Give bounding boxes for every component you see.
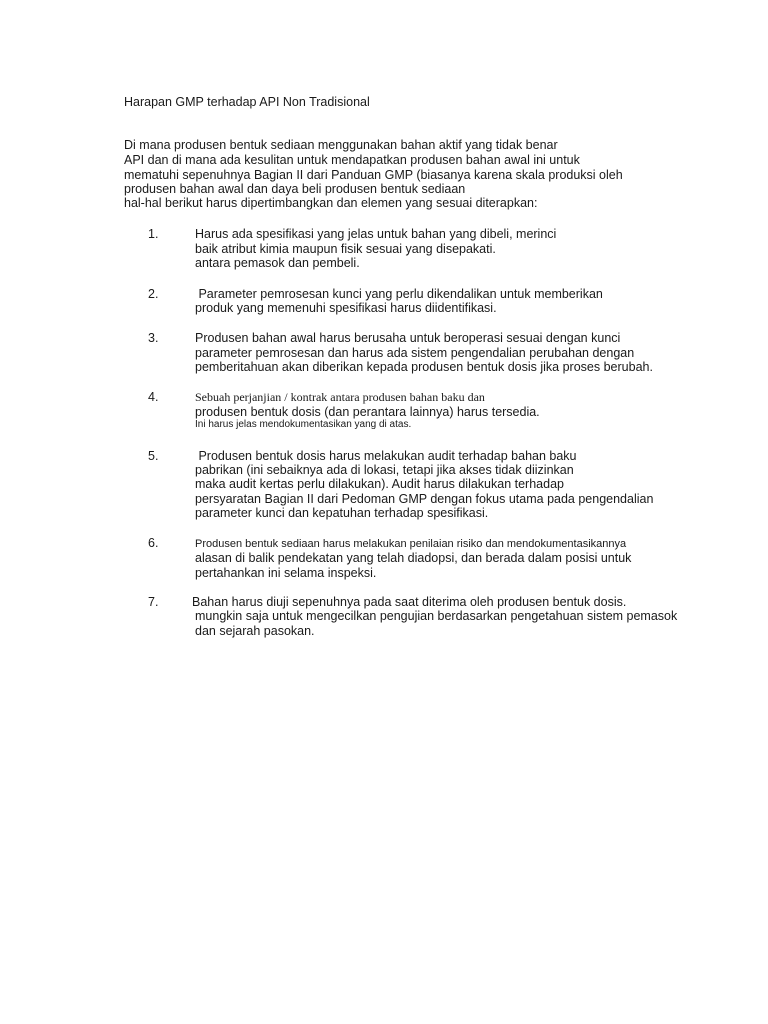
document-title: Harapan GMP terhadap API Non Tradisional (124, 95, 370, 109)
list-item-line: produk yang memenuhi spesifikasi harus diidentifikasi. (195, 301, 497, 315)
list-item-line: parameter pemrosesan dan harus ada sistem pengendalian perubahan dengan (195, 346, 635, 360)
list-item-line: Ini harus jelas mendokumentasikan yang di atas. (195, 419, 412, 430)
list-item-number: 3. (148, 331, 159, 345)
list-item-line: baik atribut kimia maupun fisik sesuai yang disepakati. (195, 242, 496, 256)
list-item-line: produsen bentuk dosis (dan perantara lainnya) harus tersedia. (195, 405, 540, 419)
list-item-line: alasan di balik pendekatan yang telah diadopsi, dan berada dalam posisi untuk (195, 551, 632, 565)
list-item-line: antara pemasok dan pembeli. (195, 256, 360, 270)
list-item-number: 2. (148, 287, 159, 301)
list-item-line: pabrikan (ini sebaiknya ada di lokasi, tetapi jika akses tidak diizinkan (195, 463, 574, 477)
list-item-line: Produsen bentuk dosis harus melakukan audit terhadap bahan baku (195, 449, 577, 463)
list-item-line: Harus ada spesifikasi yang jelas untuk bahan yang dibeli, merinci (195, 227, 557, 241)
list-item-line: pertahankan ini selama inspeksi. (195, 566, 377, 580)
list-item-line: Bahan harus diuji sepenuhnya pada saat diterima oleh produsen bentuk dosis. (192, 595, 627, 609)
list-item-line: dan sejarah pasokan. (195, 624, 315, 638)
list-item-line: parameter kunci dan kepatuhan terhadap spesifikasi. (195, 506, 489, 520)
list-item-line: maka audit kertas perlu dilakukan). Audit harus dilakukan terhadap (195, 477, 564, 491)
list-item-line: mungkin saja untuk mengecilkan pengujian berdasarkan pengetahuan sistem pemasok (195, 609, 678, 623)
intro-line: hal-hal berikut harus dipertimbangkan dan elemen yang sesuai diterapkan: (124, 196, 538, 210)
list-item-line: Parameter pemrosesan kunci yang perlu dikendalikan untuk memberikan (195, 287, 603, 301)
list-item-number: 6. (148, 536, 159, 550)
list-item-line: Sebuah perjanjian / kontrak antara produsen bahan baku dan (195, 390, 485, 404)
intro-line: API dan di mana ada kesulitan untuk mendapatkan produsen bahan awal ini untuk (124, 153, 580, 167)
list-item-line: persyaratan Bagian II dari Pedoman GMP dengan fokus utama pada pengendalian (195, 492, 654, 506)
list-item-line: Produsen bentuk sediaan harus melakukan penilaian risiko dan mendokumentasikannya (195, 538, 627, 550)
list-item-line: Produsen bahan awal harus berusaha untuk beroperasi sesuai dengan kunci (195, 331, 621, 345)
list-item-number: 7. (148, 595, 159, 609)
list-item-number: 4. (148, 390, 159, 404)
list-item-number: 1. (148, 227, 159, 241)
intro-line: produsen bahan awal dan daya beli produsen bentuk sediaan (124, 182, 466, 196)
intro-line: Di mana produsen bentuk sediaan menggunakan bahan aktif yang tidak benar (124, 138, 558, 152)
list-item-line: pemberitahuan akan diberikan kepada produsen bentuk dosis jika proses berubah. (195, 360, 653, 374)
list-item-number: 5. (148, 449, 159, 463)
intro-line: mematuhi sepenuhnya Bagian II dari Panduan GMP (biasanya karena skala produksi oleh (124, 168, 623, 182)
